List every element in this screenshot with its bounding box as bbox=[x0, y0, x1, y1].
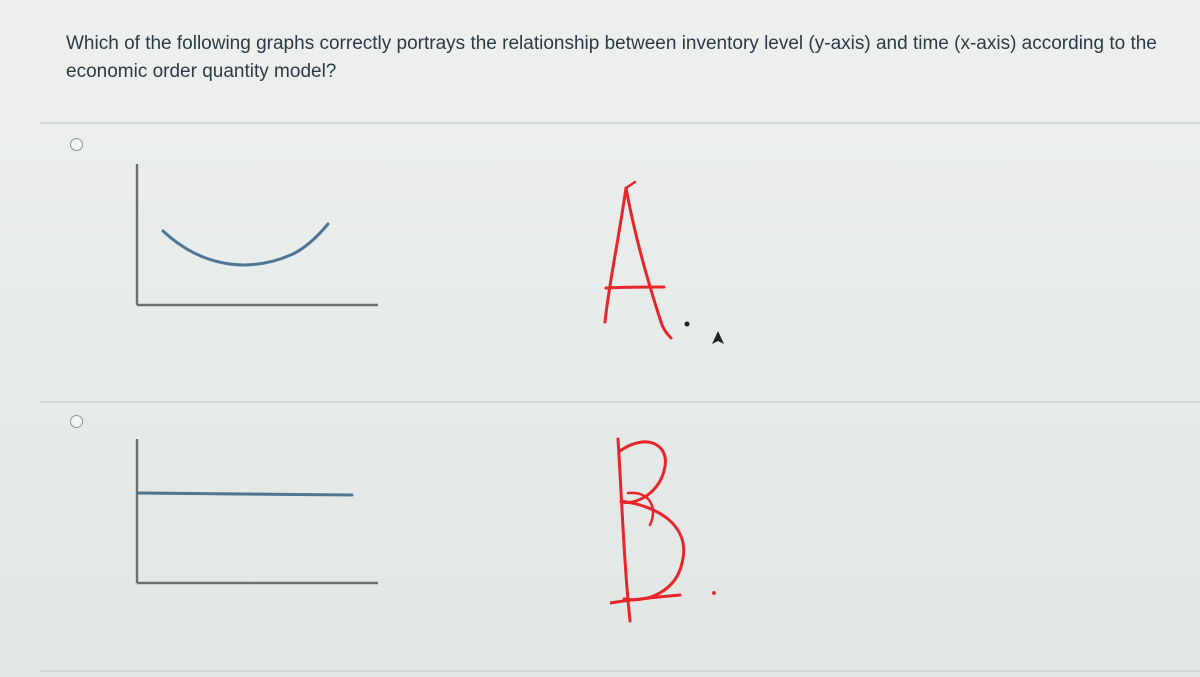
answer-option-1[interactable] bbox=[40, 124, 1200, 400]
answer-radio-2[interactable] bbox=[70, 415, 83, 428]
question-text: Which of the following graphs correctly portrays the relationship between inventory level (y-axis) and time (x-axis) according to the economic order quantity model? bbox=[66, 33, 1157, 82]
answer-option-2[interactable] bbox=[40, 403, 1200, 669]
pen-dot bbox=[685, 322, 690, 327]
divider bbox=[40, 670, 1200, 672]
handwritten-annotation-b bbox=[610, 433, 730, 628]
annotation-label-b: B. bbox=[610, 433, 611, 434]
u-shaped-curve bbox=[163, 224, 328, 265]
annotation-label-a: A. bbox=[600, 174, 601, 175]
horizontal-line bbox=[138, 493, 352, 495]
u-curve-graph bbox=[135, 164, 380, 309]
cursor-arrow-icon bbox=[712, 331, 724, 344]
pen-dot bbox=[712, 591, 716, 595]
flat-line-graph bbox=[135, 439, 380, 589]
answer-radio-1[interactable] bbox=[70, 138, 83, 151]
handwritten-annotation-a bbox=[600, 174, 740, 354]
